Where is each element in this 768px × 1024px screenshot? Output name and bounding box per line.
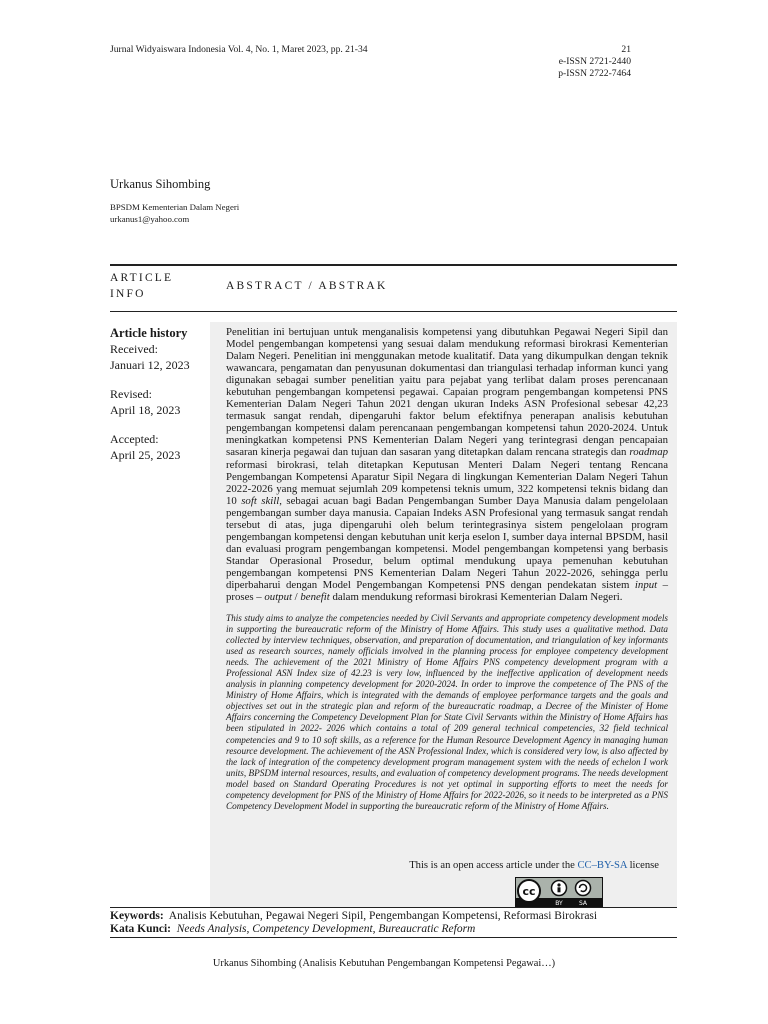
abstract-id-sep: / (291, 591, 301, 604)
license-link[interactable]: CC–BY-SA (577, 860, 627, 871)
cc-icon-text: cc (522, 885, 536, 898)
sa-share-icon (576, 881, 591, 896)
license-suffix: license (626, 860, 659, 871)
revised-label: Revised: (110, 387, 152, 401)
author-affiliation: BPSDM Kementerian Dalam Negeri (110, 202, 240, 212)
running-footer: Urkanus Sihombing (Analisis Kebutuhan Pengembangan Kompetensi Pegawai…) (212, 958, 556, 969)
article-history (110, 326, 190, 463)
eissn: e-ISSN 2721-2440 (558, 56, 631, 67)
keywords-bottom-rule (110, 937, 677, 938)
abstract-id-part: , sebagai acuan bagi Badan Pengembangan Sumber Daya Manusia dalam pengelolaan pengembangan sumber daya manusia. Capaian Indeks ASN Profesional yang termasuk sangat rendah tersebut di atas, juga dipengaruhi oleh belum terintegrasinya sistem pengelolaan program pengembangan kompetensi dengan kebutuhan unit kerja eselon I, sumber daya internal BPSDM, hasil dan evaluasi program pengembangan kompetensi. Model pengembangan kompetensi yang berbasis Standar Operasional Prosedur, belum optimal mendukung upaya pemenuhan kebutuhan pengembangan kompetensi PNS Kementerian Dalam Negeri Tahun 2022-2026, sehingga perlu diperbaharui dengan Model Pengembangan Kompetensi PNS dengan pendekatan sistem (226, 494, 669, 591)
keywords-top-rule (110, 907, 677, 908)
abstract-id-part: Penelitian ini bertujuan untuk menganalisis kompetensi yang dibutuhkan Pegawai Negeri Sipil dan Model pengembangan kompetensi yang sesuai dalam mendukung reformasi birokrasi Kementerian Dalam Negeri. Penelitian ini menggunakan metode kualitatif. Data yang dikumpulkan dengan teknik wawancara, pengamatan dan penyusunan dokumentasi dan triangulasi terhadap informan kunci yang digunakan sebagai sumber penelitian yaitu para pejabat yang terlibat dalam proses perencanaan kebutuhan pengembangan kompetensi pegawai. Capaian program pengembangan kompetensi PNS Kementerian Dalam Negeri Tahun 2021 dengan ukuran Indeks ASN Profesional sebesar 42,23 termasuk sangat rendah, dipengaruhi faktor belum efektifnya penerapan analisis kebutuhan pengembangan kompetensi dalam perencanaan pengembangan kompetensi tahun 2020-2024. Untuk meningkatkan kompetensi PNS Kementerian Dalam Negeri yang terintegrasi dengan pencapaian sasaran kinerja pegawai dan tujuan dan sasaran yang ditetapkan dalam rencana strategis dan (226, 326, 668, 459)
keywords-value: Analisis Kebutuhan, Pegawai Negeri Sipil, Pengembangan Kompetensi, Reformasi Birokrasi (168, 910, 598, 922)
abstract-id-input: input (634, 578, 658, 591)
spacer (110, 418, 190, 432)
page-number: 21 (621, 44, 631, 55)
received-label: Received: (110, 342, 158, 356)
author-affiliation-block (110, 202, 239, 225)
keywords-en-row (110, 910, 597, 922)
spacer (110, 373, 190, 387)
top-rule (110, 264, 677, 266)
abstract-id-benefit: benefit (300, 591, 330, 604)
abstract-id-sep: – proses – (226, 578, 668, 604)
pissn: p-ISSN 2722-7464 (558, 68, 631, 79)
author-name: Urkanus Sihombing (110, 177, 211, 191)
abstract-title: ABSTRACT / ABSTRAK (226, 280, 388, 292)
by-person-body (558, 887, 561, 892)
author-email: urkanus1@yahoo.com (110, 213, 190, 224)
keywords-label: Keywords: (110, 910, 164, 922)
revised-date: April 18, 2023 (110, 402, 181, 417)
accepted-label: Accepted: (110, 432, 159, 446)
cc-badge-graphic (516, 878, 602, 906)
abstract-english: This study aims to analyze the competencies needed by Civil Servants and appropriate competency development models in supporting the bureaucratic reform of the Ministry of Home Affairs. This study uses a qualitative method. Data collected by interview techniques, observation, and preparation of documentation, and triangulation of key informants used as research sources, namely officials involved in the planning process for employee competency development needs. The achievement of the 2021 Ministry of Home Affairs PNS competency development program with a Professional ASN Index size of 42.23 is very low, influenced by the ineffective application of development needs analysis in planning competency development for 2020-2024. In order to improve the competence of The PNS of the Ministry of Home Affairs, which is integrated with the demands of employee performance targets and the goals and objectives set out in the strategic plan and reform of the bureaucratic roadmap, a Decree of the Minister of Home Affairs concerning the Competency Development Plan for State Civil Servants within the Ministry of Home Affairs has been stipulated in 2022- 2026 which contains a total of 209 general technical competencies, 32 field technical competencies and 9 to 10 soft skills, as a reference for the Human Resource Development Agency in managing human resource development. The achievement of the ASN Professional Index, which is considered very low, is also affected by the lack of integration of the competency development program management system with the needs of echelon I work units, BPSDM internal resources, results, and evaluation of competency development programs. The needs development model based on Standard Operating Procedures is not yet optimal in supporting efforts to meet the needs for competency development for PNS of the Ministry of Home Affairs for 2022-2026, so it needs to be interpreted as a PNS Competency Development Model in supporting the bureaucratic reform of the Ministry of Home Affairs. (226, 613, 668, 811)
accepted-date: April 25, 2023 (110, 447, 181, 462)
badge-sa-label: SA (578, 900, 588, 906)
history-heading-row (110, 326, 190, 342)
abstract-id-roadmap: roadmap (629, 446, 668, 459)
abstract-id-end: dalam mendukung reformasi birokrasi Kementerian Dalam Negeri. (329, 591, 623, 604)
cc-by-sa-badge[interactable] (515, 877, 603, 907)
article-info-title: ARTICLE INFO (110, 272, 174, 300)
abstract-id-output: output (264, 591, 292, 604)
keywords-id-row (110, 923, 475, 935)
kata-kunci-value: Needs Analysis, Competency Development, Bureaucratic Reform (176, 923, 476, 935)
abstract-indonesian (226, 326, 668, 603)
license-line (226, 860, 659, 871)
badge-by-label: BY (555, 900, 563, 906)
kata-kunci-label: Kata Kunci: (110, 923, 172, 935)
section-rule (110, 311, 677, 312)
journal-header: Jurnal Widyaiswara Indonesia Vol. 4, No. 1, Maret 2023, pp. 21-34 (110, 44, 368, 55)
abstract-id-soft-skill: soft skill (241, 494, 280, 507)
history-heading: Article history (110, 326, 188, 340)
header-meta (558, 44, 631, 80)
received-date: Januari 12, 2023 (110, 357, 190, 372)
license-prefix: This is an open access article under the (409, 860, 578, 871)
by-person-head (557, 883, 560, 886)
abstract-id-part: reformasi birokrasi, telah ditetapkan Keputusan Menteri Dalam Negeri tentang Rencana Pengembangan Kompetensi Aparatur Sipil Negara di lingkungan Kementerian Dalam Negeri Tahun 2022-2026 yang memuat sejumlah 209 kompetensi teknis umum, 322 kompetensi teknis bidang dan 10 (226, 458, 668, 507)
